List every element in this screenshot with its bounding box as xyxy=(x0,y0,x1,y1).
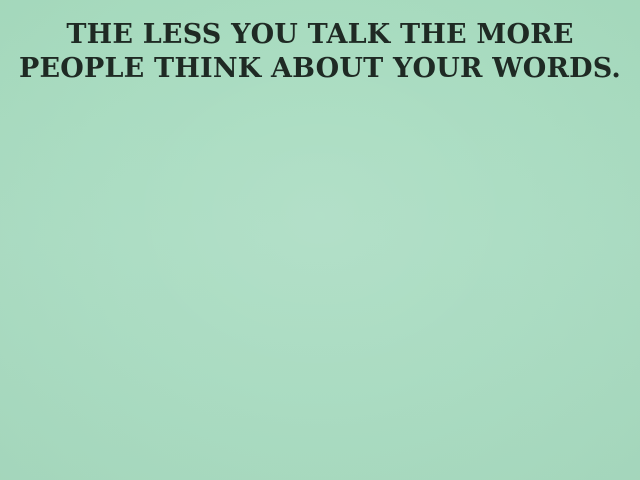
quote-line-2: PEOPLE THINK ABOUT YOUR WORDS. xyxy=(18,53,622,84)
quote-line-1: THE LESS YOU TALK THE MORE xyxy=(66,19,574,50)
quote-text xyxy=(0,18,640,86)
